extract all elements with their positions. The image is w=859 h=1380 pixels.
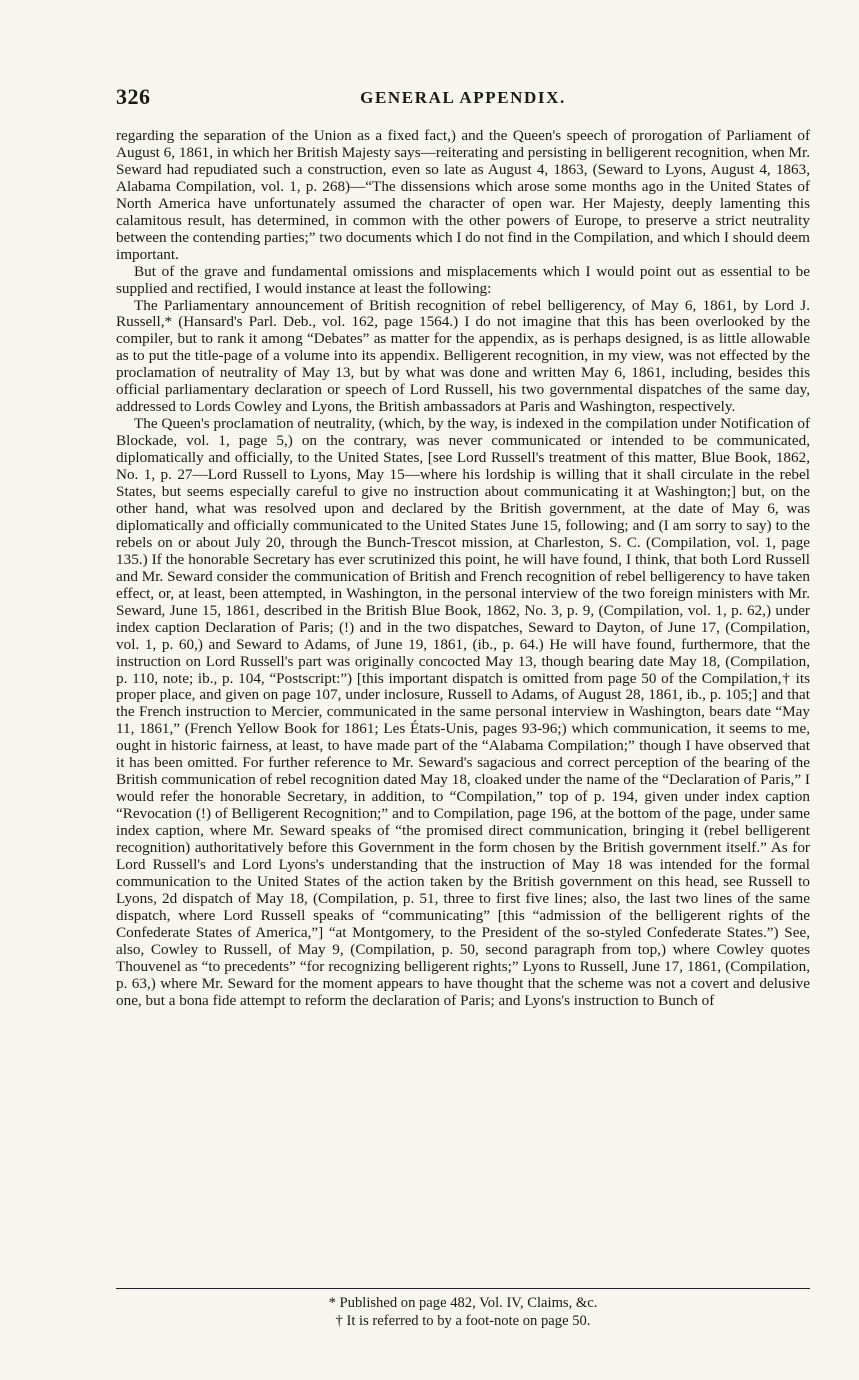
running-head: GENERAL APPENDIX. — [360, 88, 566, 107]
paragraph-2: But of the grave and fundamental omissions and misplacements which I would point out as essential to be supplied and rectified, I would instance at least the following: — [116, 262, 810, 297]
footnote-2: † It is referred to by a foot-note on page 50. — [335, 1313, 591, 1329]
page-header — [116, 84, 810, 114]
paragraph-4: The Queen's proclamation of neutrality, (which, by the way, is indexed in the compilation under Notification of Blockade, vol. 1, page 5,) on the contrary, was never communicated or intended to be communicated, diplomatically and officially, to the United States, [see Lord Russell's treatment of this matter, Blue Book, 1862, No. 1, p. 27—Lord Russell to Lyons, May 15—where his lordship is willing that it shall circulate in the rebel States, but seems especially careful to give no instruction about communicating it at Washington;] but, on the other hand, what was resolved upon and declared by the British government, at the date of May 6, was diplomatically and officially communicated to the United States June 15, following; and (I am sorry to say) to the rebels on or about July 20, through the Bunch-Trescot mission, at Charleston, S. C. (Compilation, vol. 1, page 135.) If the honorable Secretary has ever scrutinized this point, he will have found, I think, that both Lord Russell and Mr. Seward consider the communication of British and French recognition of rebel belligerency to have taken effect, or, at least, been attempted, in Washington, in the personal interview of the two foreign ministers with Mr. Seward, June 15, 1861, described in the British Blue Book, 1862, No. 3, p. 9, (Compilation, vol. 1, p. 62,) under index caption Declaration of Paris; (!) and in the two dispatches, Seward to Dayton, of June 17, (Compilation, vol. 1, p. 60,) and Seward to Adams, of June 19, 1861, (ib., p. 64.) He will have found, furthermore, that the instruction on Lord Russell's part was originally concocted May 13, though bearing date May 18, (Compilation, p. 110, note; ib., p. 104, “Postscript:”) [this important dispatch is omitted from page 50 of the Compilation,† its proper place, and given on page 107, under inclosure, Russell to Adams, of August 28, 1861, ib., p. 105;] and that the French instruction to Mercier, communicated in the same personal interview in Washington, bears date “May 11, 1861,” (French Yellow Book for 1861; Les États-Unis, pages 93-96;) which communication, it seems to me, ought in historic fairness, at least, to have made part of the “Alabama Compilation;” though I have observed that it has been omitted. For further reference to Mr. Seward's sagacious and correct perception of the bearing of the British communication of rebel recognition dated May 18, cloaked under the name of the “Declaration of Paris,” I would refer the honorable Secretary, in addition, to “Compilation,” top of p. 194, given under index caption “Revocation (!) of Belligerent Recognition;” and to Compilation, page 196, at the bottom of the page, under same index caption, where Mr. Seward speaks of “the promised direct communication, bringing it (rebel belligerent recognition) authoritatively before this Government in the form chosen by the British government itself.” As for Lord Russell's and Lord Lyons's understanding that the instruction of May 18 was intended for the formal communication to the United States of the action taken by the British government on this head, see Russell to Lyons, 2d dispatch of May 18, (Compilation, p. 51, three to first five lines; also, the last two lines of the same dispatch, where Lord Russell speaks of “communicating” [this “admission of the belligerent rights of the Confederate States of America,”] “at Montgomery, to the President of the so-styled Confederate States.”) See, also, Cowley to Russell, of May 9, (Compilation, p. 50, second paragraph from top,) where Cowley quotes Thouvenel as “to precedents” “for recognizing belligerent rights;” Lyons to Russell, June 17, 1861, (Compilation, p. 63,) where Mr. Seward for the moment appears to have thought that the scheme was not a covert and delusive one, but a bona fide attempt to reform the declaration of Paris; and Lyons's instruction to Bunch of — [116, 415, 810, 1009]
footnote-1: * Published on page 482, Vol. IV, Claims, &c. — [328, 1295, 598, 1311]
body-text — [116, 128, 810, 1010]
page-number: 326 — [116, 84, 151, 109]
paragraph-1: regarding the separation of the Union as a fixed fact,) and the Queen's speech of prorogation of Parliament of August 6, 1861, in which her British Majesty says—reiterating and persisting in belligerent recognition, when Mr. Seward had repudiated such a construction, even so late as August 4, 1863, (Seward to Lyons, August 4, 1863, Alabama Compilation, vol. 1, p. 268)—“The dissensions which arose some months ago in the United States of North America have unfortunately assumed the character of open war. Her Majesty, deeply lamenting this calamitous result, has determined, in common with the other powers of Europe, to preserve a strict neutrality between the contending parties;” two documents which I do not find in the Compilation, and which I should deem important. — [116, 127, 810, 263]
footnotes — [116, 1294, 810, 1330]
paragraph-3: The Parliamentary announcement of British recognition of rebel belligerency, of May 6, 1861, by Lord J. Russell,* (Hansard's Parl. Deb., vol. 162, page 1564.) I do not imagine that this has been overlooked by the compiler, but to rank it among “Debates” as matter for the appendix, as is perhaps designed, is as little allowable as to put the title-page of a volume into its appendix. Belligerent recognition, in my view, was not effected by the proclamation of neutrality of May 13, but by what was done and written May 6, 1861, including, besides this official parliamentary declaration or speech of Lord Russell, his two governmental dispatches of the same day, addressed to Lords Cowley and Lyons, the British ambassadors at Paris and Washington, respectively. — [116, 296, 810, 416]
footnote-divider — [116, 1288, 810, 1289]
